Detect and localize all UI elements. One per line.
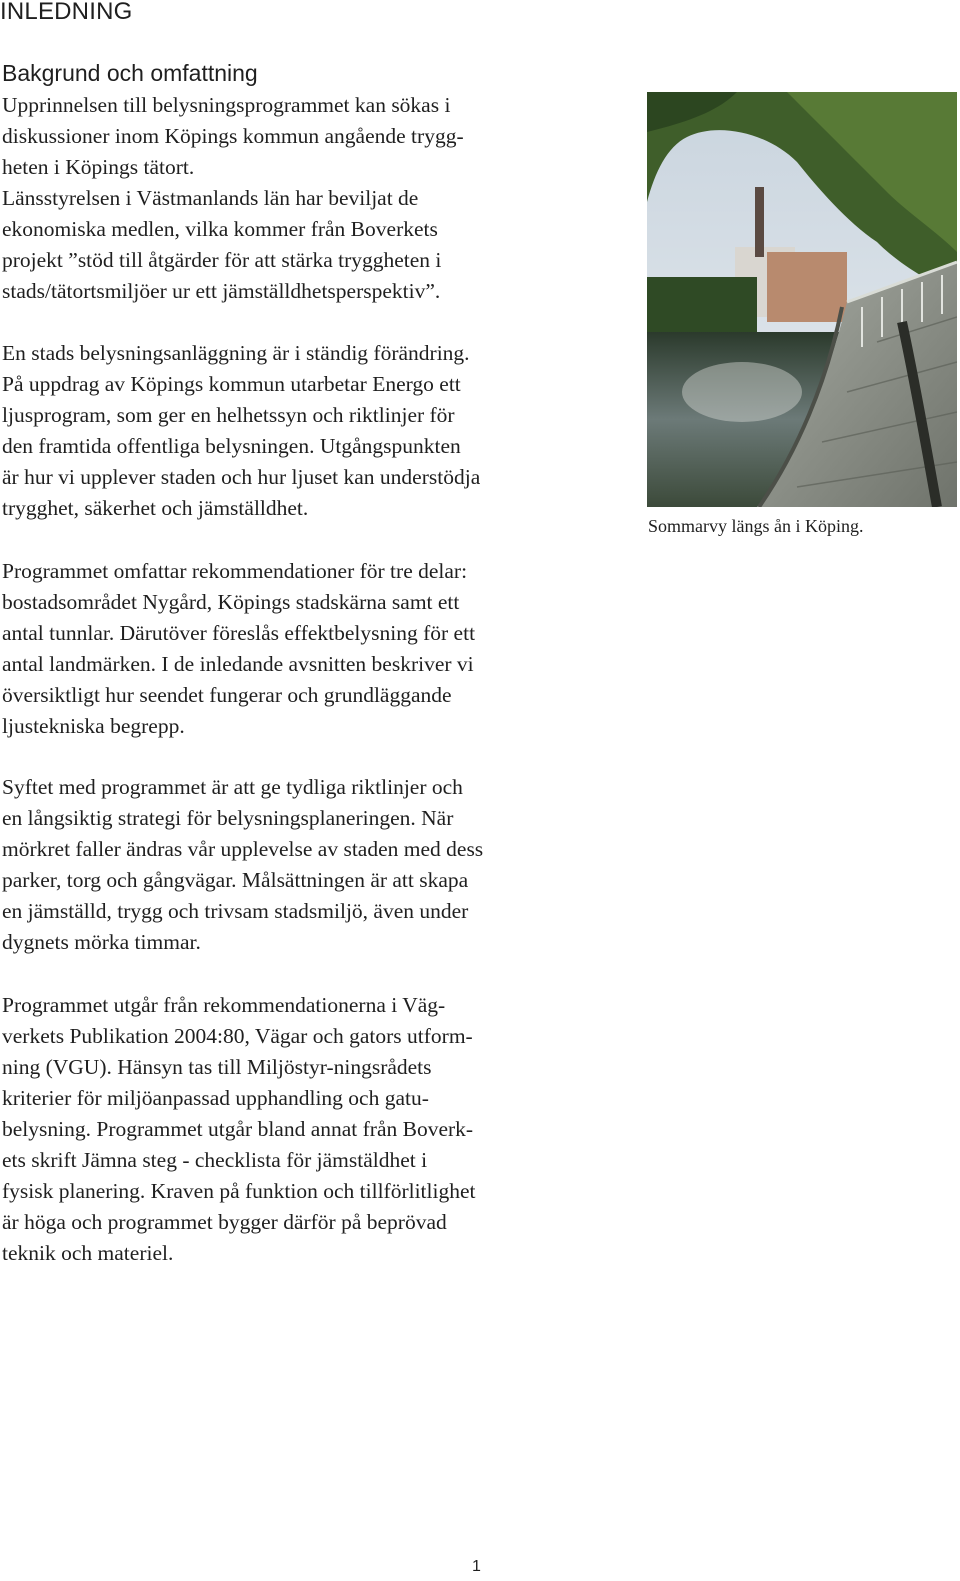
subsection-title: Bakgrund och omfattning bbox=[2, 60, 258, 86]
paragraph-background: Upprinnelsen till belysningsprogrammet kan sökas i diskussioner inom Köpings kommun angående trygg- heten i Köpings tätort. Länsstyrelsen i Västmanlands län har beviljat de ekonomiska medlen, vilka kommer från Boverkets projekt ”stöd till åtgärder för att stärka tryggheten i stads/tätortsmiljöer ur ett jämställdhetsperspektiv”. bbox=[2, 93, 464, 303]
paragraph-program-scope: Programmet omfattar rekommendationer för tre delar: bostadsområdet Nygård, Köpings stadskärna samt ett antal tunnlar. Därutöver föreslås effektbelysning för ett antal landmärken. I de inledande avsnitten beskriver vi översiktligt hur seendet fungerar och grundläggande ljustekniska begrepp. bbox=[2, 559, 476, 738]
paragraph-purpose: Syftet med programmet är att ge tydliga riktlinjer och en långsiktig strategi för belysningsplaneringen. När mörkret faller ändras vår upplevelse av staden med dess parker, torg och gångvägar. Målsättningen är att skapa en jämställd, trygg och trivsam stadsmiljö, även under dygnets mörka timmar. bbox=[2, 775, 484, 954]
riverside-photo bbox=[647, 92, 957, 507]
photo-caption: Sommarvy längs ån i Köping. bbox=[648, 516, 864, 536]
paragraph-recommendations: Programmet utgår från rekommendationerna i Väg- verkets Publikation 2004:80, Vägar och gators utform- ning (VGU). Hänsyn tas till Miljöstyr-ningsrådets kriterier för miljöanpassad upphandling och gatu- belysning. Programmet utgår bland annat från Boverk- ets skrift Jämna steg - checklista för jämstäldhet i fysisk planering. Kraven på funktion och tillförlitlighet är höga och programmet bygger därför på beprövad teknik och materiel. bbox=[2, 993, 476, 1265]
paragraph-lighting-change: En stads belysningsanläggning är i ständig förändring. På uppdrag av Köpings kommun utarbetar Energo ett ljusprogram, som ger en helhetssyn och riktlinjer för den framtida offentliga belysningen. Utgångspunkten är hur vi upplever staden och hur ljuset kan understödja trygghet, säkerhet och jämställdhet. bbox=[2, 341, 481, 520]
page-number: 1 bbox=[472, 1558, 481, 1575]
section-title: INLEDNING bbox=[0, 0, 133, 25]
